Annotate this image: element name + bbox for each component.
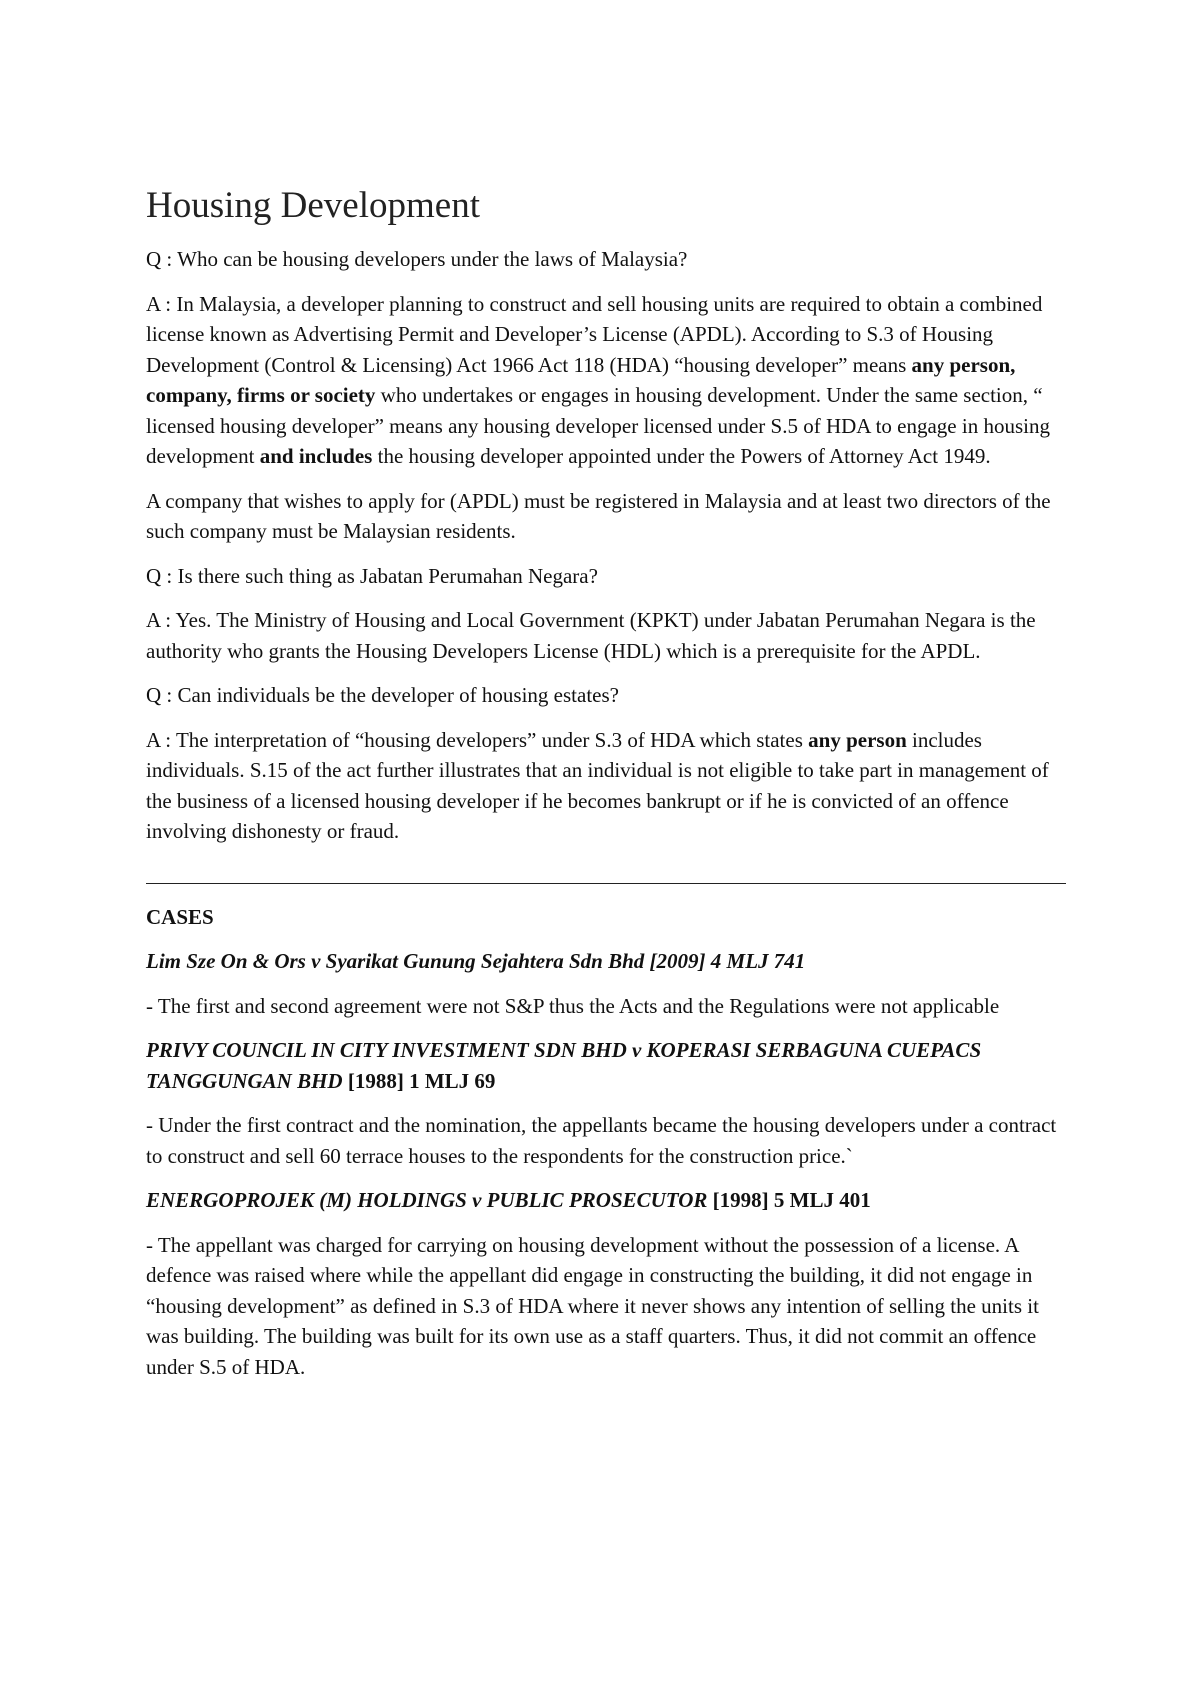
answer-1-text-3: the housing developer appointed under the Powers of Attorney Act 1949. [372, 444, 991, 468]
answer-1-text: A : In Malaysia, a developer planning to construct and sell housing units are required to obtain a combined license known as Advertising Permit and Developer’s License (APDL). According to S.3 of Housing Development (Control & Licensing) Act 1966 Act 118 (HDA) “housing developer” means [146, 291, 1043, 377]
answer-3-text: A : The interpretation of “housing developers” under S.3 of HDA which states [146, 727, 809, 752]
answer-1-bold-1: any person, company, firms or society [146, 352, 1016, 407]
document-page [146, 182, 1066, 1396]
case-3-citation: [1998] 5 MLJ 401 [707, 1188, 871, 1212]
case-1-summary: - The first and second agreement were not S&P thus the Acts and the Regulations were not applicable [146, 993, 1000, 1018]
case-1-title [146, 946, 1066, 977]
cases-heading: CASES [146, 904, 214, 929]
case-3-name: ENERGOPROJEK (M) HOLDINGS v PUBLIC PROSECUTOR [146, 1188, 708, 1212]
answer-1-extra: A company that wishes to apply for (APDL) must be registered in Malaysia and at least two directors of the such company must be Malaysian residents. [146, 488, 1051, 543]
answer-3-text-2: includes individuals. S.15 of the act further illustrates that an individual is not eligible to take part in management of the business of a licensed housing developer if he becomes bankrupt or if he is convicted of an offence involving dishonesty or fraud. [146, 727, 1049, 843]
answer-3 [146, 725, 1066, 847]
answer-1-bold-2: and includes [259, 444, 373, 468]
answer-1 [146, 289, 1066, 472]
case-2-summary: - Under the first contract and the nomination, the appellants became the housing developers under a contract to construct and sell 60 terrace houses to the respondents for the construction price.` [146, 1113, 1057, 1168]
case-3-summary: - The appellant was charged for carrying on housing development without the possession of a license. A defence was raised where while the appellant did engage in constructing the building, it did not engage in “housing development” as defined in S.3 of HDA where it never shows any intention of selling the units it was building. The building was built for its own use as a staff quarters. Thus, it did not commit an offence under S.5 of HDA. [146, 1232, 1039, 1379]
case-2-name: PRIVY COUNCIL IN CITY INVESTMENT SDN BHD v KOPERASI SERBAGUNA CUEPACS TANGGUNGAN BHD [146, 1038, 982, 1093]
question-2: Q : Is there such thing as Jabatan Perumahan Negara? [146, 563, 598, 588]
section-divider [146, 883, 1066, 884]
answer-2: A : Yes. The Ministry of Housing and Local Government (KPKT) under Jabatan Perumahan Negara is the authority who grants the Housing Developers License (HDL) which is a prerequisite for the APDL. [146, 608, 1036, 663]
page-title: Housing Development [146, 185, 480, 226]
question-3: Q : Can individuals be the developer of housing estates? [146, 683, 619, 707]
case-2-citation: [1988] 1 MLJ 69 [342, 1068, 496, 1093]
case-1-name: Lim Sze On & Ors v Syarikat Gunung Sejahtera Sdn Bhd [2009] 4 MLJ 741 [146, 949, 806, 973]
question-1: Q : Who can be housing developers under the laws of Malaysia? [146, 247, 688, 271]
case-3-title [146, 1185, 1066, 1216]
answer-1-text-2: who undertakes or engages in housing development. Under the same section, “ licensed housing developer” means any housing developer licensed under S.5 of HDA to engage in housing development [146, 383, 1050, 468]
case-2-title [146, 1035, 1066, 1096]
answer-3-bold: any person [808, 727, 907, 752]
